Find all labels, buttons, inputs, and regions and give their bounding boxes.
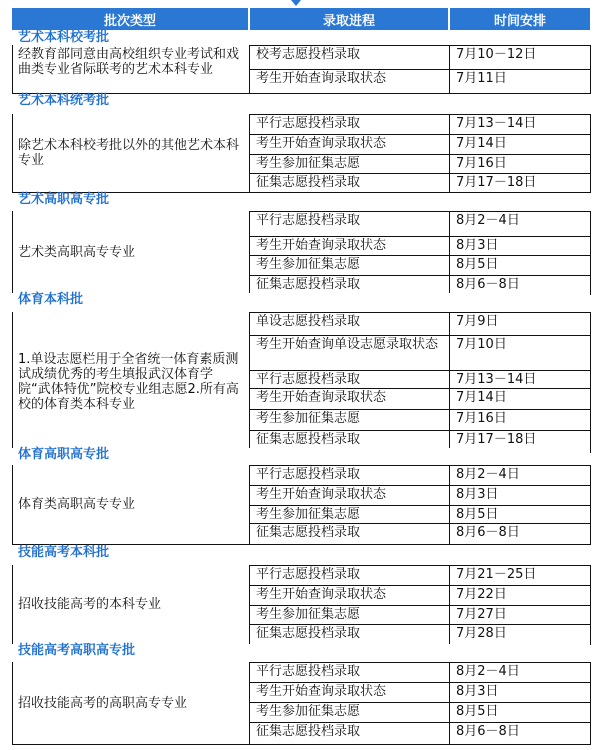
process-cell: 征集志愿投档录取 — [256, 175, 361, 190]
table-border — [249, 485, 591, 486]
table-border — [249, 134, 591, 135]
section-title: 技能高考高职高专批 — [12, 644, 590, 658]
table-border — [590, 211, 591, 294]
process-cell: 平行志愿投档录取 — [256, 567, 361, 582]
time-cell: 7月22日 — [456, 587, 507, 602]
time-cell: 8月2－4日 — [456, 467, 520, 482]
time-cell: 7月14日 — [456, 136, 507, 151]
table-border — [12, 211, 13, 294]
time-cell: 7月17－18日 — [456, 175, 537, 190]
time-cell: 8月6－8日 — [456, 277, 520, 292]
table-border — [449, 211, 450, 294]
table-border — [249, 173, 591, 174]
time-cell: 7月16日 — [456, 156, 507, 171]
time-cell: 8月2－4日 — [456, 213, 520, 228]
table-border — [249, 45, 591, 46]
table-border — [249, 465, 591, 466]
process-cell: 征集志愿投档录取 — [256, 277, 361, 292]
table-border — [249, 430, 591, 431]
process-cell: 校考志愿投档录取 — [256, 47, 361, 62]
section-description: 除艺术本科校考批以外的其他艺术本科专业 — [18, 138, 240, 168]
table-border — [12, 744, 591, 745]
process-cell: 单设志愿投档录取 — [256, 314, 361, 329]
table-border — [12, 662, 13, 744]
process-cell: 征集志愿投档录取 — [256, 525, 361, 540]
section-title: 体育高职高专批 — [12, 448, 590, 462]
process-cell: 考生开始查询录取状态 — [256, 587, 387, 602]
table-border — [249, 722, 591, 723]
table-border — [449, 312, 450, 452]
section-description: 经教育部同意由高校组织专业考试和戏曲类专业省际联考的艺术本科专业 — [18, 47, 240, 77]
process-cell: 平行志愿投档录取 — [256, 372, 361, 387]
time-cell: 8月5日 — [456, 507, 499, 522]
header-type: 批次类型 — [12, 8, 248, 30]
down-arrow-icon — [291, 0, 301, 6]
table-border — [249, 702, 591, 703]
table-border — [249, 370, 591, 371]
time-cell: 7月13－14日 — [456, 372, 537, 387]
time-cell: 7月28日 — [456, 626, 507, 641]
table-border — [249, 505, 591, 506]
time-cell: 8月5日 — [456, 704, 499, 719]
section-description: 招收技能高考的本科专业 — [18, 597, 162, 612]
process-cell: 考生开始查询录取状态 — [256, 136, 387, 151]
process-cell: 考生开始查询录取状态 — [256, 71, 387, 86]
process-cell: 考生参加征集志愿 — [256, 411, 361, 426]
time-cell: 8月2－4日 — [456, 664, 520, 679]
process-cell: 考生参加征集志愿 — [256, 156, 361, 171]
process-cell: 征集志愿投档录取 — [256, 432, 361, 447]
section-title: 艺术高职高专批 — [12, 193, 590, 207]
table-border — [249, 312, 250, 452]
section-title: 技能高考本科批 — [12, 546, 590, 560]
time-cell: 8月6－8日 — [456, 525, 520, 540]
table-border — [249, 662, 250, 744]
table-border — [249, 312, 591, 313]
table-border — [249, 585, 591, 586]
process-cell: 考生开始查询录取状态 — [256, 684, 387, 699]
table-border — [249, 335, 591, 336]
table-border — [590, 662, 591, 744]
table-border — [249, 624, 591, 625]
table-border — [249, 275, 591, 276]
table-border — [249, 662, 591, 663]
process-cell: 考生参加征集志愿 — [256, 507, 361, 522]
table-border — [12, 312, 13, 452]
table-border — [249, 255, 591, 256]
table-border — [249, 211, 250, 294]
process-cell: 平行志愿投档录取 — [256, 664, 361, 679]
table-border — [249, 605, 591, 606]
time-cell: 8月6－8日 — [456, 724, 520, 739]
time-cell: 8月3日 — [456, 487, 499, 502]
process-cell: 征集志愿投档录取 — [256, 724, 361, 739]
table-border — [12, 565, 13, 644]
header-process: 录取进程 — [250, 8, 448, 30]
time-cell: 8月3日 — [456, 684, 499, 699]
time-cell: 7月10日 — [456, 337, 507, 352]
table-border — [590, 114, 591, 192]
process-cell: 考生开始查询录取状态 — [256, 487, 387, 502]
table-border — [12, 465, 13, 544]
process-cell: 平行志愿投档录取 — [256, 467, 361, 482]
time-cell: 7月16日 — [456, 411, 507, 426]
process-cell: 考生参加征集志愿 — [256, 607, 361, 622]
section-title: 艺术本科统考批 — [12, 94, 590, 108]
table-border — [249, 211, 591, 212]
section-title: 体育本科批 — [12, 293, 590, 307]
table-border — [12, 114, 13, 192]
table-border — [249, 409, 591, 410]
section-title: 艺术本科校考批 — [12, 31, 590, 45]
time-cell: 7月13－14日 — [456, 116, 537, 131]
header-time: 时间安排 — [450, 8, 590, 30]
section-description: 艺术类高职高专专业 — [18, 245, 136, 260]
table-border — [449, 114, 450, 192]
table-border — [590, 312, 591, 452]
time-cell: 7月17－18日 — [456, 432, 537, 447]
table-border — [249, 114, 591, 115]
table-border — [249, 114, 250, 192]
time-cell: 7月10－12日 — [456, 47, 537, 62]
time-cell: 7月9日 — [456, 314, 499, 329]
process-cell: 平行志愿投档录取 — [256, 116, 361, 131]
process-cell: 考生参加征集志愿 — [256, 257, 361, 272]
process-cell: 考生开始查询单设志愿录取状态 — [256, 337, 439, 352]
process-cell: 考生开始查询录取状态 — [256, 390, 387, 405]
process-cell: 考生参加征集志愿 — [256, 704, 361, 719]
process-cell: 平行志愿投档录取 — [256, 213, 361, 228]
table-border — [249, 236, 591, 237]
process-cell: 考生开始查询录取状态 — [256, 238, 387, 253]
table-border — [449, 662, 450, 744]
process-cell: 征集志愿投档录取 — [256, 626, 361, 641]
section-description: 体育类高职高专专业 — [18, 497, 136, 512]
time-cell: 7月14日 — [456, 390, 507, 405]
table-border — [249, 565, 591, 566]
table-border — [249, 154, 591, 155]
section-description: 1.单设志愿栏用于全省统一体育素质测试成绩优秀的考生填报武汉体育学院“武体特优”院校专业组志愿2.所有高校的体育类本科专业 — [18, 352, 239, 412]
time-cell: 7月11日 — [456, 71, 507, 86]
section-description: 招收技能高考的高职高专专业 — [18, 695, 188, 711]
table-border — [249, 69, 591, 70]
table-border — [249, 388, 591, 389]
time-cell: 7月27日 — [456, 607, 507, 622]
time-cell: 7月21－25日 — [456, 567, 537, 582]
time-cell: 8月3日 — [456, 238, 499, 253]
table-border — [249, 523, 591, 524]
table-border — [12, 45, 13, 93]
table-border — [249, 682, 591, 683]
time-cell: 8月5日 — [456, 257, 499, 272]
